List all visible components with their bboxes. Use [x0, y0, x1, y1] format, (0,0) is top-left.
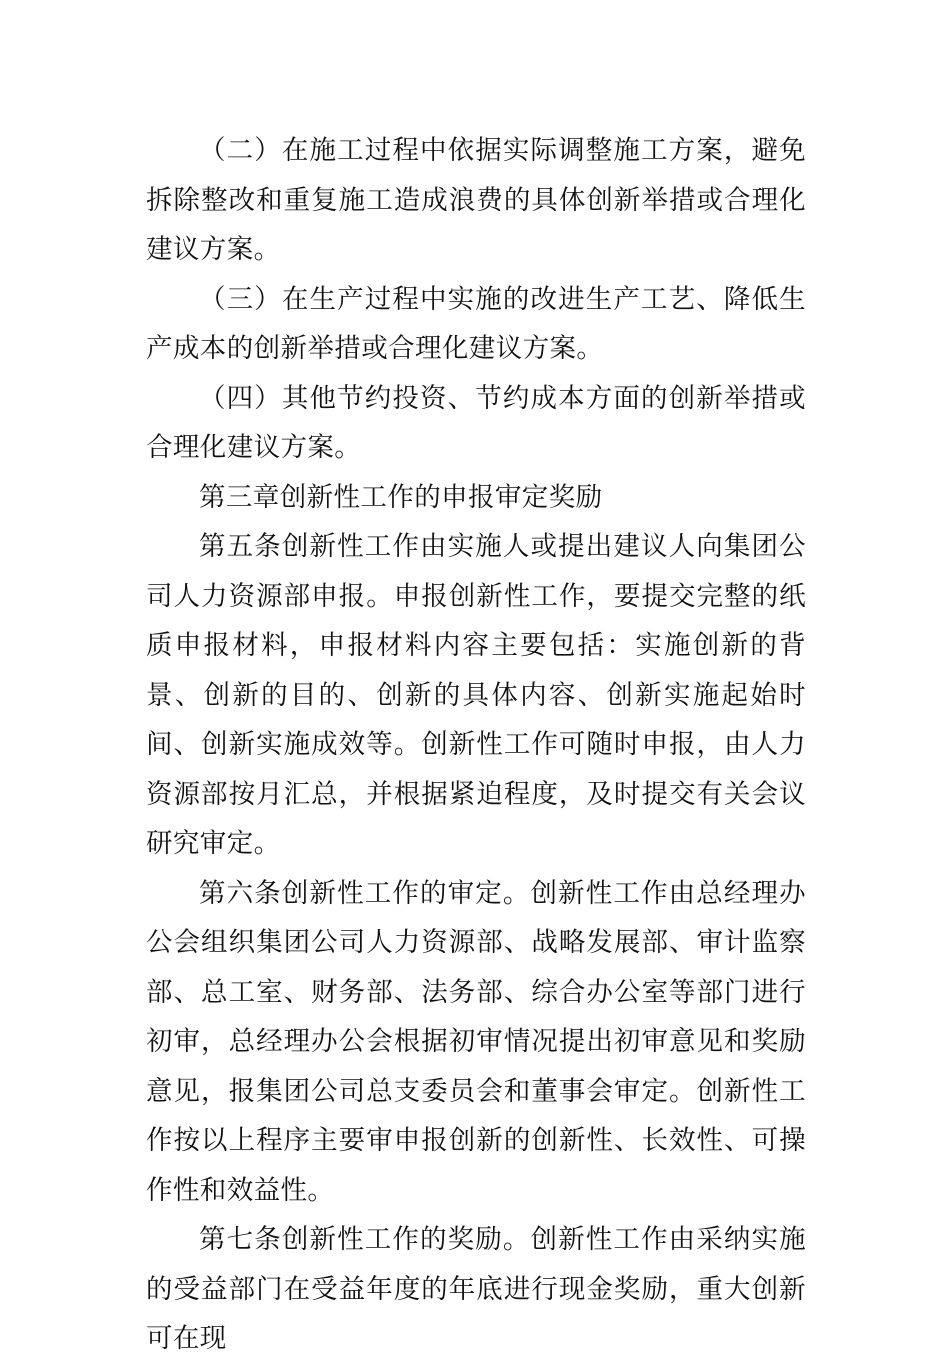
article-5: 第五条创新性工作由实施人或提出建议人向集团公司人力资源部申报。申报创新性工作，要提交完整的纸质申报材料，申报材料内容主要包括：实施创新的背景、创新的目的、创新的具体内容、创新实施起始时间、创新实施成效等。创新性工作可随时申报，由人力资源部按月汇总，并根据紧迫程度，及时提交有关会议研究审定。: [146, 531, 806, 859]
article-6: 第六条创新性工作的审定。创新性工作由总经理办公会组织集团公司人力资源部、战略发展部、审计监察部、总工室、财务部、法务部、综合办公室等部门进行初审，总经理办公会根据初审情况提出初审意见和奖励意见，报集团公司总支委员会和董事会审定。创新性工作按以上程序主要审申报创新的创新性、长效性、可操作性和效益性。: [146, 877, 806, 1206]
paragraph-item-2: （二）在施工过程中依据实际调整施工方案，避免拆除整改和重复施工造成浪费的具体创新举措或合理化建议方案。: [146, 135, 806, 265]
article-7: 第七条创新性工作的奖励。创新性工作由采纳实施的受益部门在受益年度的年底进行现金奖励，重大创新可在现: [146, 1224, 806, 1354]
paragraph-item-3: （三）在生产过程中实施的改进生产工艺、降低生产成本的创新举措或合理化建议方案。: [146, 283, 806, 364]
chapter-heading: 第三章创新性工作的申报审定奖励: [199, 481, 603, 513]
paragraph-item-4: （四）其他节约投资、节约成本方面的创新举措或合理化建议方案。: [146, 382, 806, 463]
document-body: [146, 126, 806, 1364]
